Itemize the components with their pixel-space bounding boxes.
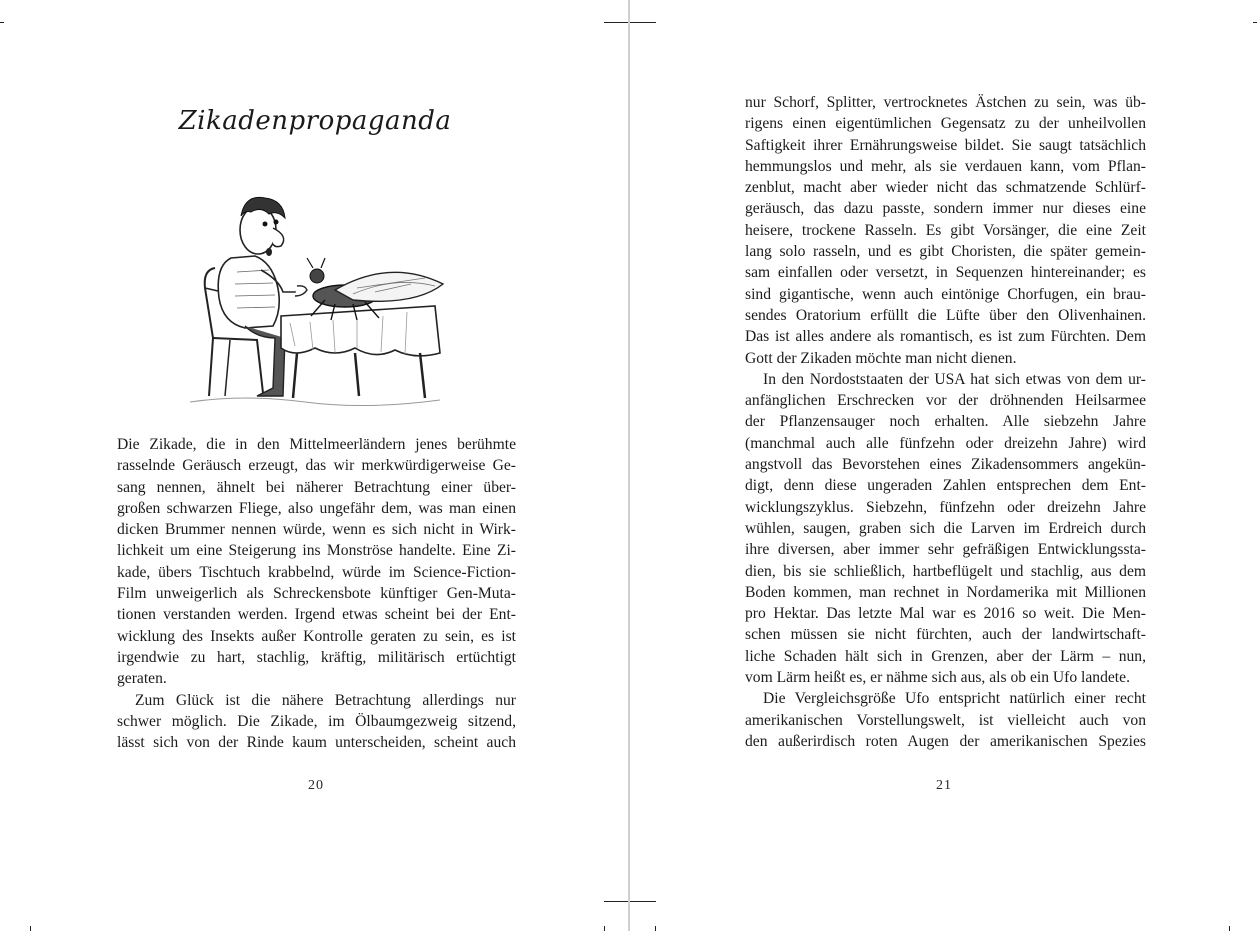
text-line: pro Hektar. Das letzte Mal war es 2016 so weit. Die Men- bbox=[745, 605, 1146, 623]
text-line: dien, bis sie schließlich, hartbeflügelt und stachlig, aus dem bbox=[745, 562, 1146, 580]
text-line: angstvoll das Bevorstehen eines Zikadensommers angekün- bbox=[745, 456, 1146, 474]
text-line: lässt sich von der Rinde kaum unterscheiden, scheint auch bbox=[117, 734, 516, 752]
text-line: Die Zikade, die in den Mittelmeerländern jenes berühmte bbox=[117, 436, 516, 453]
text-line: In den Nordoststaaten der USA hat sich etwas von dem ur- bbox=[763, 370, 1146, 388]
text-line: dicken Brummer nennen würde, wenn es sich nicht in Wirk- bbox=[117, 521, 516, 539]
text-line: lichkeit um eine Steigerung ins Monströse handelte. Eine Zi- bbox=[117, 542, 516, 560]
text-line: wühlen, saugen, graben sich die Larven im Erdreich durch bbox=[745, 519, 1146, 537]
text-line: Das ist alles andere als romantisch, es ist zum Fürchten. Dem bbox=[745, 328, 1146, 346]
text-line: den außerirdisch roten Augen der amerikanischen Spezies bbox=[745, 732, 1146, 750]
text-line: Zum Glück ist die nähere Betrachtung allerdings nur bbox=[135, 691, 516, 709]
text-line: kade, übers Tischtuch krabbelnd, würde im Science-Fiction- bbox=[117, 563, 516, 581]
text-line: sam einfallen oder versetzt, in Sequenzen hintereinander; es bbox=[745, 264, 1146, 282]
text-line: heisere, trockene Rasseln. Es gibt Vorsänger, die eine Zeit bbox=[745, 221, 1146, 239]
text-line: tionen verstanden werden. Irgend etwas scheint bei der Ent- bbox=[117, 606, 516, 624]
left-page bbox=[0, 0, 628, 931]
text-line: irgendwie zu hart, stachlig, kräftig, militärisch ertüchtigt bbox=[117, 648, 516, 666]
right-page bbox=[630, 0, 1257, 931]
text-line: Gott der Zikaden möchte man nicht dienen. bbox=[745, 349, 1017, 367]
text-line: schwer möglich. Die Zikade, im Ölbaumgezweig sitzend, bbox=[117, 712, 516, 730]
text-line: Die Vergleichsgröße Ufo entspricht natürlich einer recht bbox=[763, 690, 1146, 708]
text-line: wicklung des Insekts außer Kontrolle geraten zu sein, es ist bbox=[117, 627, 516, 645]
text-line: amerikanischen Vorstellungswelt, ist vielleicht auch von bbox=[745, 711, 1146, 729]
text-line: zenblut, macht aber wieder nicht das schmatzende Schlürf- bbox=[745, 179, 1146, 197]
text-line: wicklungszyklus. Siebzehn, fünfzehn oder dreizehn Jahre bbox=[745, 498, 1146, 516]
text-line: sind gigantische, wenn auch eintönige Chorfugen, ein brau- bbox=[745, 285, 1146, 303]
text-line: vom Lärm heißt es, er nähme sich aus, als ob ein Ufo landete. bbox=[745, 669, 1130, 687]
text-line: sang nennen, ähnelt bei näherer Betrachtung einer über- bbox=[117, 478, 516, 496]
text-line: großen schwarzen Fliege, also ungefähr dem, was man einen bbox=[117, 499, 516, 517]
text-line: hemmungslos und mehr, als sie verdauen kann, vom Pflan- bbox=[745, 157, 1146, 175]
text-line: sendes Oratorium erfüllt die Lüfte über den Olivenhainen. bbox=[745, 306, 1146, 324]
page-number: 20 bbox=[308, 778, 324, 793]
text-line: Boden kommen, man rechnet in Nordamerika mit Millionen bbox=[745, 583, 1146, 601]
right-page-body-text bbox=[745, 92, 1146, 752]
left-page-body-text bbox=[117, 434, 516, 753]
text-line: Saftigkeit ihrer Ernährungsweise bildet. Sie saugt tatsächlich bbox=[745, 136, 1146, 154]
text-line: rigens einen eigentümlichen Gegensatz zu der unheilvollen bbox=[745, 115, 1146, 133]
text-line: Film unweigerlich als Schreckensbote künftiger Gen-Muta- bbox=[117, 585, 516, 603]
man-with-cicada-illustration bbox=[185, 188, 450, 413]
text-line: liche Schaden hält sich in Grenzen, aber der Lärm – nun, bbox=[745, 647, 1146, 665]
page-number: 21 bbox=[936, 778, 952, 793]
text-line: der Pflanzensauger noch erhalten. Alle siebzehn Jahre bbox=[745, 413, 1146, 431]
text-line: ihre diversen, aber immer sehr gefräßigen Entwicklungssta- bbox=[745, 541, 1146, 559]
text-line: nur Schorf, Splitter, vertrocknetes Ästchen zu sein, was üb- bbox=[745, 94, 1146, 111]
text-line: lang solo rasseln, und es gibt Choristen, die später gemein- bbox=[745, 243, 1146, 261]
text-line: geräusch, das dazu passte, sondern immer nur dieses eine bbox=[745, 200, 1146, 218]
chapter-title: Zikadenpropaganda bbox=[178, 106, 452, 136]
text-line: rasselnde Geräusch erzeugt, das wir merkwürdigerweise Ge- bbox=[117, 457, 516, 475]
text-line: anfänglichen Erschrecken vor der dröhnenden Heilsarmee bbox=[745, 392, 1146, 410]
text-line: (manchmal auch alle fünfzehn oder dreizehn Jahre) wird bbox=[745, 434, 1146, 452]
text-line: schen müssen sie nicht fürchten, auch der landwirtschaft- bbox=[745, 626, 1146, 644]
text-line: digt, denn diese ungeraden Zahlen entsprechen dem Ent- bbox=[745, 477, 1146, 495]
text-line: geraten. bbox=[117, 670, 167, 688]
